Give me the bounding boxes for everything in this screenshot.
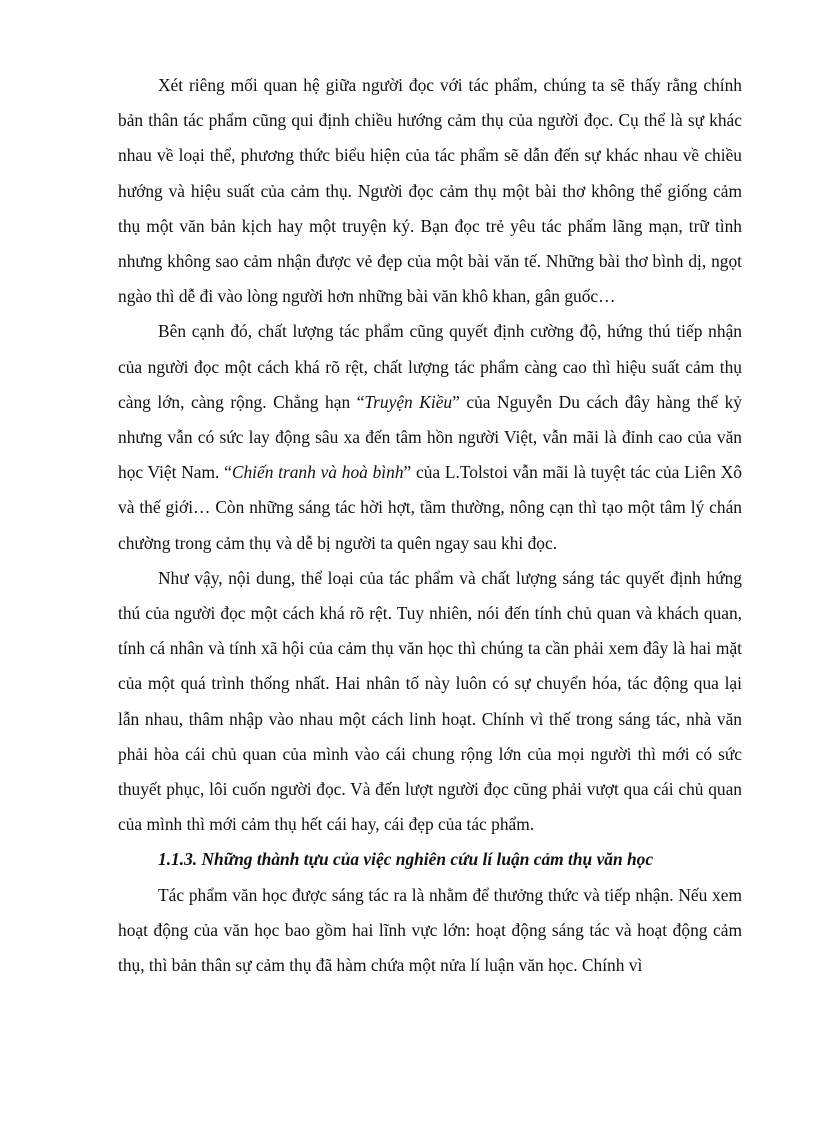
- section-heading: 1.1.3. Những thành tựu của việc nghiên cứu lí luận cảm thụ văn học: [158, 849, 654, 870]
- paragraph-work-quality-part-1: Bên cạnh đó, chất lượng tác phẩm cũng quyết định cường độ, hứng thú tiếp nhận của người đọc một cách khá rõ rệt, chất lượng tác phẩm càng cao thì hiệu suất cảm thụ càng lớn, càng rộng. Chẳng hạn “: [118, 321, 742, 412]
- paragraph-literary-reception: Tác phẩm văn học được sáng tác ra là nhằm để thưởng thức và tiếp nhận. Nếu xem hoạt động của văn học bao gồm hai lĩnh vực lớn: hoạt động sáng tác và hoạt động cảm thụ, thì bản thân sự cảm thụ đã hàm chứa một nửa lí luận văn học. Chính vì: [118, 884, 742, 976]
- paragraph-subjective-objective: Như vậy, nội dung, thể loại của tác phẩm và chất lượng sáng tác quyết định hứng thú của người đọc một cách khá rõ rệt. Tuy nhiên, nói đến tính chủ quan và khách quan, tính cá nhân và tính xã hội của cảm thụ văn học thì chúng ta cần phải xem đây là hai mặt của một quá trình thống nhất. Hai nhân tố này luôn có sự chuyển hóa, tác động qua lại lẫn nhau, thâm nhập vào nhau một cách linh hoạt. Chính vì thế trong sáng tác, nhà văn phải hòa cái chủ quan của mình vào cái chung rộng lớn của mọi người thì mới có sức thuyết phục, lôi cuốn người đọc. Và đến lượt người đọc cũng phải vượt qua cái chủ quan của mình thì mới cảm thụ hết cái hay, cái đẹp của tác phẩm.: [118, 567, 742, 835]
- paragraph-work-quality-part-2: ” của Nguyễn Du cách đây hàng thế kỷ nhưng vẫn có sức lay động sâu xa đến tâm hồn người Việt, vẫn mãi là đỉnh cao của văn học Việt Nam. “: [118, 391, 742, 483]
- paragraph-work-quality-part-3: ” của L.Tolstoi vẫn mãi là tuyệt tác của Liên Xô và thế giới… Còn những sáng tác hời hợt, tầm thường, nông cạn thì tạo một tâm lý chán chường trong cảm thụ và dễ bị người ta quên ngay sau khi đọc.: [118, 462, 742, 553]
- work-title-truyen-kieu: Truyện Kiều: [364, 391, 453, 412]
- document-page: [118, 68, 742, 983]
- paragraph-work-quality: [118, 314, 742, 560]
- paragraph-reader-and-work: Xét riêng mối quan hệ giữa người đọc với tác phẩm, chúng ta sẽ thấy rằng chính bản thân tác phẩm cũng qui định chiều hướng cảm thụ của người đọc. Cụ thể là sự khác nhau về loại thể, phương thức biểu hiện của tác phẩm sẽ dẫn đến sự khác nhau về chiều hướng và hiệu suất của cảm thụ. Người đọc cảm thụ một bài thơ không thể giống cảm thụ một văn bản kịch hay một truyện ký. Bạn đọc trẻ yêu tác phẩm lãng mạn, trữ tình nhưng không sao cảm nhận được vẻ đẹp của một bài văn tế. Những bài thơ bình dị, ngọt ngào thì dễ đi vào lòng người hơn những bài văn khô khan, gân guốc…: [118, 75, 742, 307]
- work-title-war-and-peace: Chiến tranh và hoà bình: [231, 462, 404, 483]
